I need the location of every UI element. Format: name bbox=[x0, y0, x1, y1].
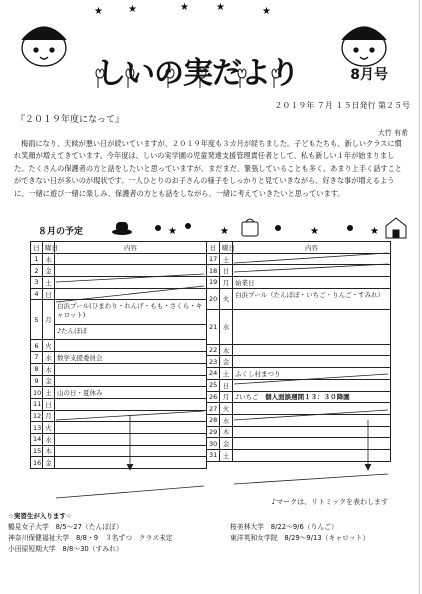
trainee-row bbox=[8, 544, 418, 555]
issue-line: ２０１９年 ７月 １５日発行 第２５号 bbox=[274, 101, 410, 110]
trainee-left: 鶴見女子大学 8/5～27（たんぽぽ） bbox=[8, 523, 123, 531]
table-row bbox=[207, 277, 391, 289]
svg-text:★: ★ bbox=[94, 6, 103, 17]
table-row bbox=[207, 344, 391, 356]
day-cell: 23 bbox=[207, 356, 220, 368]
schedule-table-left bbox=[30, 241, 207, 469]
table-row bbox=[207, 379, 391, 391]
dow-cell: 金 bbox=[220, 356, 233, 368]
article-heading: 『２０１９年度になって』 bbox=[16, 115, 125, 125]
trainee-title: ☆実習生が入ります☆ bbox=[8, 512, 72, 520]
dow-cell: 月 bbox=[43, 410, 55, 422]
content-cell bbox=[233, 403, 391, 415]
table-row bbox=[31, 340, 207, 352]
content-cell bbox=[233, 344, 391, 356]
table-row bbox=[207, 426, 391, 438]
col-content-header: 内容 bbox=[233, 242, 391, 254]
article-author: 大竹 有希 bbox=[377, 129, 408, 137]
col-day-header: 日 bbox=[207, 242, 220, 254]
dow-cell: 土 bbox=[220, 368, 233, 380]
month-label: 8月号 bbox=[350, 67, 388, 83]
table-row bbox=[31, 288, 207, 300]
content-cell bbox=[55, 277, 207, 289]
dow-cell: 木 bbox=[43, 253, 55, 265]
content-cell: 始業日 bbox=[233, 277, 391, 289]
day-cell: 21 bbox=[207, 309, 220, 344]
svg-text:★: ★ bbox=[310, 226, 319, 237]
dow-cell: 水 bbox=[220, 309, 233, 344]
day-cell: 7 bbox=[31, 352, 43, 364]
schedule-title: ８月の予定 bbox=[38, 227, 84, 237]
content-cell bbox=[233, 253, 391, 265]
newsletter-title: しいの実だより bbox=[96, 56, 299, 91]
table-row bbox=[207, 356, 391, 368]
interview-note: 個人面談週間１３：３０降園 bbox=[265, 393, 350, 402]
day-cell: 6 bbox=[31, 340, 43, 352]
day-cell: 12 bbox=[31, 410, 43, 422]
trainee-left: 小田原短期大学 8/8～30（すみれ） bbox=[8, 545, 123, 553]
day-cell: 15 bbox=[31, 445, 43, 457]
content-cell bbox=[233, 438, 391, 450]
content-cell bbox=[233, 265, 391, 277]
table-row bbox=[31, 352, 207, 364]
dow-cell: 金 bbox=[220, 438, 233, 450]
dow-cell: 土 bbox=[220, 449, 233, 461]
dow-cell: 土 bbox=[43, 387, 55, 399]
article-body: 梅雨になり、天候が悪い日が続いていますが、２０１９年度も３カ月が経ちました。子どもたちも、新しいクラスに慣れ笑顔が増えてきています。今年度は、しいの実学園の児童発達支援管理責任者として、私も新しい１年が始まりました。たくさんの保護者の方と話をしたいと思っていますが、まだまだ、緊張していることも多く、あまり上手く話すことができない日が多いのが現状です。一人ひとりのお子さんの様子をしっかりと見ていきながら、好きな事が増えるように、一緒に遊び一緒に楽しみ、保護者の方とも話をしながら、一緒に考えていきたいと思っています。 bbox=[14, 139, 402, 198]
table-row bbox=[31, 300, 207, 325]
svg-text:★: ★ bbox=[262, 6, 271, 17]
day-cell: 14 bbox=[31, 433, 43, 445]
content-cell: 山の日・夏休み bbox=[55, 387, 207, 399]
day-cell: 3 bbox=[31, 277, 43, 289]
table-row bbox=[31, 422, 207, 434]
dow-cell: 月 bbox=[220, 391, 233, 403]
dow-cell: 日 bbox=[43, 288, 55, 300]
page-border bbox=[419, 0, 420, 594]
event-text: ♪いちご bbox=[235, 393, 259, 402]
day-cell: 17 bbox=[207, 253, 220, 265]
day-cell: 18 bbox=[207, 265, 220, 277]
content-cell bbox=[233, 379, 391, 391]
content-cell bbox=[55, 265, 207, 277]
trainee-right: 東洋英和女学院 8/29～9/13（キャロット） bbox=[230, 534, 370, 542]
content-cell bbox=[55, 253, 207, 265]
content-cell bbox=[233, 414, 391, 426]
svg-text:★: ★ bbox=[128, 4, 137, 15]
day-cell: 1 bbox=[31, 253, 43, 265]
dow-cell: 金 bbox=[43, 375, 55, 387]
day-cell: 27 bbox=[207, 403, 220, 415]
dow-cell: 火 bbox=[43, 422, 55, 434]
day-cell: 4 bbox=[31, 288, 43, 300]
table-row bbox=[207, 368, 391, 380]
table-row bbox=[31, 277, 207, 289]
content-cell: 白浜プール（たんぽぽ・いちご・りんご・すみれ） bbox=[233, 288, 391, 309]
dow-cell: 日 bbox=[43, 398, 55, 410]
day-cell: 9 bbox=[31, 375, 43, 387]
dow-cell: 金 bbox=[43, 457, 55, 469]
day-cell: 19 bbox=[207, 277, 220, 289]
day-cell: 22 bbox=[207, 344, 220, 356]
day-cell: 13 bbox=[31, 422, 43, 434]
day-cell: 20 bbox=[207, 288, 220, 309]
child-face-icon bbox=[22, 27, 66, 66]
dow-cell: 月 bbox=[220, 277, 233, 289]
bag-icon bbox=[242, 219, 258, 236]
table-row bbox=[207, 438, 391, 450]
house-icon bbox=[386, 218, 406, 238]
col-dow-header: 曜日 bbox=[220, 242, 233, 254]
dow-cell: 木 bbox=[220, 344, 233, 356]
dow-cell: 水 bbox=[43, 352, 55, 364]
day-cell: 28 bbox=[207, 414, 220, 426]
dow-cell: 金 bbox=[43, 265, 55, 277]
content-cell: ♪たんぽぽ bbox=[55, 325, 207, 340]
dow-cell: 火 bbox=[220, 288, 233, 309]
content-cell bbox=[233, 356, 391, 368]
trainee-row bbox=[8, 533, 418, 544]
day-cell: 24 bbox=[207, 368, 220, 380]
table-row bbox=[31, 387, 207, 399]
table-row bbox=[207, 288, 391, 309]
day-cell: 11 bbox=[31, 398, 43, 410]
table-row bbox=[31, 375, 207, 387]
table-row bbox=[31, 265, 207, 277]
content-cell: ふくし村まつり bbox=[233, 368, 391, 380]
dow-cell: 木 bbox=[43, 363, 55, 375]
dow-cell: 土 bbox=[43, 277, 55, 289]
table-row bbox=[207, 414, 391, 426]
day-cell: 8 bbox=[31, 363, 43, 375]
table-row bbox=[31, 325, 207, 340]
dow-cell: 日 bbox=[220, 379, 233, 391]
svg-text:★: ★ bbox=[370, 226, 379, 237]
dow-cell: 木 bbox=[43, 445, 55, 457]
content-cell bbox=[55, 457, 207, 469]
day-cell: 5 bbox=[31, 300, 43, 340]
dow-cell: 土 bbox=[220, 253, 233, 265]
table-row bbox=[207, 449, 391, 461]
svg-text:★: ★ bbox=[168, 226, 177, 237]
dow-cell: 火 bbox=[220, 403, 233, 415]
col-dow-header: 曜日 bbox=[43, 242, 55, 254]
content-cell bbox=[233, 449, 391, 461]
content-cell bbox=[233, 309, 391, 344]
title-area bbox=[96, 48, 388, 96]
table-row bbox=[207, 265, 391, 277]
hat-icon bbox=[112, 222, 132, 235]
content-cell bbox=[55, 375, 207, 387]
content-cell bbox=[55, 445, 207, 457]
day-cell: 26 bbox=[207, 391, 220, 403]
content-cell bbox=[55, 410, 207, 422]
legend-note: ♪マークは、リトミックを表わします bbox=[271, 498, 388, 506]
day-cell: 16 bbox=[31, 457, 43, 469]
table-row bbox=[207, 391, 391, 403]
col-day-header: 日 bbox=[31, 242, 43, 254]
content-cell bbox=[55, 363, 207, 375]
content-cell: 数学支援委員会 bbox=[55, 352, 207, 364]
dow-cell: 水 bbox=[220, 414, 233, 426]
closed-day-line bbox=[56, 486, 204, 498]
svg-text:★: ★ bbox=[180, 2, 189, 13]
schedule-table-right bbox=[206, 241, 391, 462]
table-row bbox=[31, 445, 207, 457]
table-row bbox=[31, 410, 207, 422]
trainee-left: 神奈川保健福祉大学 8/8・9 ３名ずつ クラス未定 bbox=[8, 534, 173, 542]
dow-cell: 火 bbox=[43, 340, 55, 352]
content-cell bbox=[55, 433, 207, 445]
schedule-decoration bbox=[110, 214, 410, 240]
content-cell bbox=[233, 391, 391, 403]
content-cell bbox=[233, 426, 391, 438]
day-cell: 25 bbox=[207, 379, 220, 391]
dow-cell: 水 bbox=[43, 433, 55, 445]
table-row bbox=[31, 433, 207, 445]
table-row bbox=[31, 398, 207, 410]
table-row bbox=[31, 253, 207, 265]
table-row bbox=[207, 253, 391, 265]
trainee-right: 桜美林大学 8/22～9/6（りんご） bbox=[230, 523, 338, 531]
content-cell bbox=[55, 288, 207, 300]
closed-day-line bbox=[234, 474, 388, 484]
svg-text:★: ★ bbox=[216, 2, 225, 13]
svg-text:★: ★ bbox=[220, 226, 229, 237]
day-cell: 10 bbox=[31, 387, 43, 399]
day-cell: 30 bbox=[207, 438, 220, 450]
dow-cell: 木 bbox=[220, 426, 233, 438]
col-content-header: 内容 bbox=[55, 242, 207, 254]
day-cell: 29 bbox=[207, 426, 220, 438]
dow-cell: 月 bbox=[43, 300, 55, 340]
trainee-row bbox=[8, 522, 418, 533]
day-cell: 2 bbox=[31, 265, 43, 277]
table-row bbox=[207, 403, 391, 415]
table-row bbox=[31, 363, 207, 375]
day-cell: 31 bbox=[207, 449, 220, 461]
table-row bbox=[31, 457, 207, 469]
content-cell bbox=[55, 340, 207, 352]
content-cell: 白浜プール(ひまわり・れんげ・もも・さくら・キャロット) bbox=[55, 300, 207, 325]
content-cell bbox=[55, 398, 207, 410]
table-row bbox=[207, 309, 391, 344]
trainee-section bbox=[8, 511, 418, 555]
dow-cell: 日 bbox=[220, 265, 233, 277]
content-cell bbox=[55, 422, 207, 434]
